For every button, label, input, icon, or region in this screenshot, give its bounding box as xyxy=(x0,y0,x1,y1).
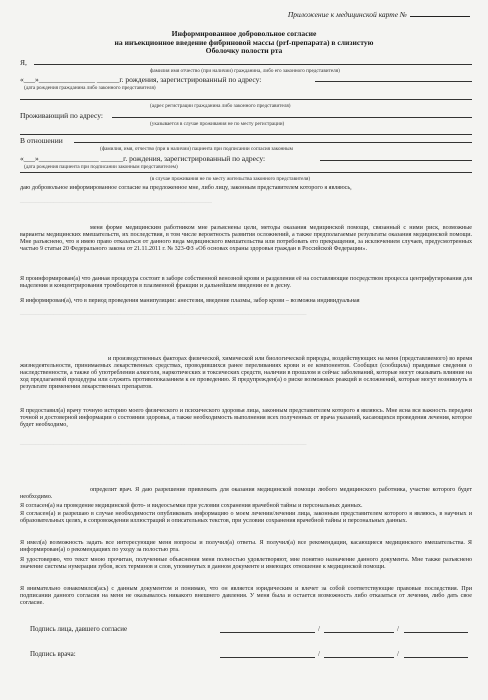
appendix-note: Приложение к медицинской карте № xyxy=(288,10,470,19)
name-line[interactable] xyxy=(34,64,472,65)
doctor-signature-row: Подпись врача: xyxy=(30,650,76,658)
patient-signature-row: Подпись лица, давшего согласие xyxy=(30,625,128,633)
paragraph-factors: и производственных факторах физической, химической или биологической природы, воздействующих на меня (представляемого) во время жизнедеятельности, принимаемых лекарственных средствах, проводившихся ранее переливаниях крови и ее компонентов. Сообщил (сообщила) правдивые сведения о наследственности, а также об употреблении алкоголя, наркотических и токсических средств, наличии в прошлом и сейчас заболеваний, которые могут оказывать влияние на ход предлагаемой процедуры или служить противопоказанием к ее проведению. Я предупрежден(а) о риске возможных реакций и осложнений, которые могут возникнуть в результате применения лекарственных препаратов. xyxy=(20,356,472,391)
doctor-signature-line[interactable] xyxy=(220,657,315,658)
consent-form-page: Приложение к медицинской карте № Информированное добровольное согласие на инъекционное введение фибриновой массы (prf-препарата) в слизистую Оболочку полости рта Я, фамилия имя отчество (при наличии) гражданина, либо его законного представителя) «___»_______________ ______г. рождения, зарегистрированный по адресу: (дата рождения гражданина либо законного представителя) (адрес регистрации гражданина либо законного представителя) Проживающий по адресу: (указывается в случае проживания не по месту регистрации) В отношении (фамилия, имя, отчество (при в наличии) пациента при подписании согласия законным «___»________________ ______г. рождения, зарегистрированный по адресу: (дата рождения пациента при подписании законным представителем) (в случае проживания не по месту жительства законного представителя) даю добровольное информированное согласие на предложенное мне, либо лицу, законным представителем которого я являюсь, _______________________________________________________________ меня форме медицинским работником мне разъяснены цели, методы оказания медицинской помощи, связанный с ними риск, возможные варианты медицинских вмешательств, их последствия, в том числе вероятность развития осложнений, а также предполагаемые результаты оказания медицинской помощи. Мне разъяснено, что я имею право отказаться от данного вида медицинского вмешательства или потребовать его прекращения, за исключением случаев, предусмотренных частью 9 статьи 20 Федерального закона от 21.11.2011 г. № 323-ФЗ «Об основах охраны здоровья граждан в Российской Федерации». Я проинформирован(а) что данная процедура состоит в заборе собственной венозной крови и разделения её на составляющие посредством процесса центрифугирования для выделения и концентрирования тромбоцитов в плазменной фракции и дальнейшем введении ее в десну. Я информирован(а), что в период проведения манипуляции: анестезия, введение плазмы, забор крови – возможна индивидуальная ______________________________________________________________________________________________ и производственных факторах физической, химической или биологической природы, воздействующих на меня (представляемого) во время жизнедеятельности, принимаемых лекарственных средствах, проводившихся ранее переливаниях крови и ее компонентов. Сообщил (сообщила) правдивые сведения о наследственности, а также об употреблении алкоголя, наркотических и токсических средств, наличии в прошлом и сейчас заболеваний, которые могут оказывать влияние на ход предлагаемой процедуры или служить противопоказанием к ее проведению. Я предупрежден(а) о риске возможных реакций и осложнений, которые могут возникнуть в результате применения лекарственных препаратов. Я предоставил(а) врачу точную историю моего физического и психического здоровья лица, законным представителем которого я являюсь. Мне ясна вся важность передачи точной и достоверной информации о состоянии здоровья, а также необходимость выполнения всех полученных от врача указаний, касающихся проведения лечения, которое будет необходимо, ______________________________________________________________________________________________ определит врач. Я даю разрешение привлекать для оказания медицинской помощи любого медицинского работника, участие которого будет необходимо. Я согласен(а) на проведение медицинской фото- и видеосъемки при условии сохранения врачебной тайны и персональных данных. Я согласен(а) и разрешаю в случае необходимости опубликовать информацию о моем лечении/лечении лица, законным представителем которого я являюсь, в научных и образовательных целях, в сопровождении иллюстраций и описательных текстов, при условии сохранения врачебной тайны и персональных данных. Я имел(а) возможность задать все интересующие меня вопросы и получил(а) ответы. Я получил(а) все рекомендации, касающиеся медицинского вмешательства. Я информирован(а) о рекомендациях по уходу за полостью рта. Я удостоверяю, что текст мною прочитан, полученные объяснения меня полностью удовлетворяют, мне понятно назначение данного документа. Мне также разъяснено значение системы нумерации зубов, всех терминов и слов, упомянутых в данном документе и имеющих отношение к медицинской помощи. Я внимательно ознакомился(ась) с данным документом и понимаю, что он является юридическим и влечет за собой соответствующие правовые последствия. При подписании данного согласия на меня не оказывалось никакого внешнего давления. У меня была и остается возможность либо отказаться от лечения, либо дать свое согласие. Подпись лица, давшего согласие / / Подпись врача: / / xyxy=(0,0,488,700)
form-title: Информированное добровольное согласие на инъекционное введение фибриновой массы (prf-препарата) в слизистую Оболочку полости рта xyxy=(114,29,374,56)
patient-label: В отношении xyxy=(20,136,63,145)
live-line[interactable] xyxy=(112,117,472,118)
paragraph-procedure: Я проинформирован(а) что данная процедура состоит в заборе собственной венозной крови и разделения её на составляющие посредством процесса центрифугирования для выделения и концентрирования тромбоцитов в плазменной фракции и дальнейшем введении ее в десну. xyxy=(20,276,472,290)
patient-line[interactable] xyxy=(74,142,472,143)
paragraph-legal: Я внимательно ознакомился(ась) с данным документом и понимаю, что он является юридическим и влечет за собой соответствующие правовые последствия. При подписании данного согласия на меня не оказывалось никакого внешнего давления. У меня была и остается возможность либо отказаться от лечения, либо дать свое согласие. xyxy=(20,586,472,607)
name-label: Я, xyxy=(20,58,27,67)
paragraph-certify: Я удостоверяю, что текст мною прочитан, полученные объяснения меня полностью удовлетворяют, мне понятно назначение данного документа. Мне также разъяснено значение системы нумерации зубов, всех терминов и слов, упомянутых в данном документе и имеющих отношение к медицинской помощи. xyxy=(20,557,472,571)
paragraph-manipulation: Я информирован(а), что в период проведения манипуляции: анестезия, введение плазмы, забор крови – возможна индивидуальная xyxy=(20,298,360,304)
paragraph-risks: меня форме медицинским работником мне разъяснены цели, методы оказания медицинской помощи, связанный с ними риск, возможные варианты медицинских вмешательств, их последствия, в том числе вероятность развития осложнений, а также предполагаемые результаты оказания медицинской помощи. Мне разъяснено, что я имею право отказаться от данного вида медицинского вмешательства или потребовать его прекращения, за исключением случаев, предусмотренных частью 9 статьи 20 Федерального закона от 21.11.2011 г. № 323-ФЗ «Об основах охраны здоровья граждан в Российской Федерации». xyxy=(20,225,472,253)
reg-address-line[interactable] xyxy=(20,99,472,100)
birth-reg-row: «___»_______________ ______г. рождения, зарегистрированный по адресу: xyxy=(20,75,262,84)
paragraph-publish: Я согласен(а) и разрешаю в случае необходимости опубликовать информацию о моем лечении/лечении лица, законным представителем которого я являюсь, в научных и образовательных целях, в сопровождении иллюстраций и описательных текстов, при условии сохранения врачебной тайны и персональных данных. xyxy=(20,511,472,525)
patient-birth-row: «___»________________ ______г. рождения, зарегистрированный по адресу: xyxy=(20,154,266,163)
consent-intro: даю добровольное информированное согласие на предложенное мне, либо лицу, законным представителем которого я являюсь, xyxy=(20,185,352,191)
paragraph-history: Я предоставил(а) врачу точную историю моего физического и психического здоровья лица, законным представителем которого я являюсь. Мне ясна вся важность передачи точной и достоверной информации о состоянии здоровья, а также необходимость выполнения всех полученных от врача указаний, касающихся проведения лечения, которое будет необходимо, xyxy=(20,408,472,429)
paragraph-questions: Я имел(а) возможность задать все интересующие меня вопросы и получил(а) ответы. Я получил(а) все рекомендации, касающиеся медицинского вмешательства. Я информирован(а) о рекомендациях по уходу за полостью рта. xyxy=(20,540,472,554)
paragraph-doctor: определит врач. Я даю разрешение привлекать для оказания медицинской помощи любого медицинского работника, участие которого будет необходимо. xyxy=(20,487,472,501)
paragraph-photo: Я согласен(а) на проведение медицинской фото- и видеосъемки при условии сохранения врачебной тайны и персональных данных. xyxy=(20,503,363,509)
live-label: Проживающий по адресу: xyxy=(20,111,103,120)
patient-signature-line[interactable] xyxy=(220,632,315,633)
